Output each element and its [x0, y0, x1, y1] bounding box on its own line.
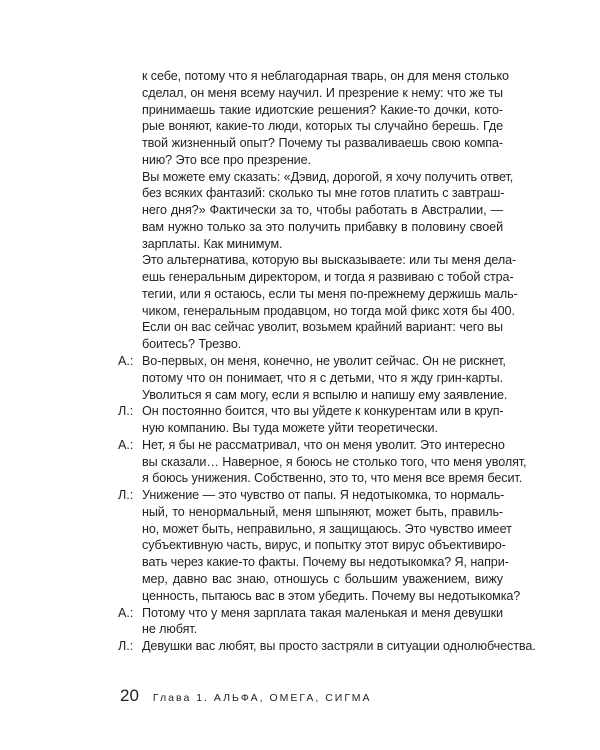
text-line: я боюсь унижения. Собственно, это то, что меня все время бесит.	[142, 471, 523, 486]
text-line: рые воняют, какие-то люди, которых ты случайно берешь. Где	[142, 119, 503, 134]
text-line: тегии, или я остаюсь, если ты меня по-прежнему держишь маль-	[142, 286, 518, 301]
text-line: вать через какие-то факты. Почему вы недотыкомка? Я, напри-	[142, 555, 509, 570]
text-line: Потому что у меня зарплата такая маленькая и меня девушки	[142, 605, 503, 620]
text-line: Во-первых, он меня, конечно, не уволит сейчас. Он не рискнет,	[142, 354, 506, 369]
text-line: Нет, я бы не рассматривал, что он меня уволит. Это интересно	[142, 437, 505, 452]
text-line: не любят.	[142, 622, 197, 637]
text-line: Если он вас сейчас уволит, возьмем крайний вариант: чего вы	[142, 320, 503, 335]
text-line: Девушки вас любят, вы просто застряли в ситуации однолюбчества.	[142, 639, 536, 654]
text-line: субъективную часть, вирус, и попытку этот вирус объективиро-	[142, 538, 506, 553]
text-line: Уволиться я сам могу, если я вспылю и напишу ему заявление.	[142, 387, 508, 402]
text-line: Унижение — это чувство от папы. Я недотыкомка, то нормаль-	[142, 488, 505, 503]
text-line: Он постоянно боится, что вы уйдете к конкурентам или в круп-	[142, 404, 504, 419]
text-line: чиком, генеральным продавцом, но тогда мой фикс хотя бы 400.	[142, 303, 515, 318]
text-line: сделал, он меня всему научил. И презрение к нему: что же ты	[142, 85, 503, 100]
text-line: твой жизненный опыт? Почему ты разваливаешь свою компа-	[142, 136, 503, 151]
text-line: без всяких фантазий: сколько ты мне готов платить с завтраш-	[142, 186, 505, 201]
text-line: вы сказали… Наверное, я боюсь не столько того, что меня уволят,	[142, 454, 527, 469]
dialogue-paragraph	[118, 487, 521, 604]
speaker-label: А.:	[118, 605, 134, 620]
page-number: 20	[120, 686, 139, 705]
text-line: ценность, пытаюсь вас в этом убедить. Почему вы недотыкомка?	[142, 588, 521, 603]
text-line: ную компанию. Вы туда можете уйти теоретически.	[142, 421, 438, 436]
text-line: к себе, потому что я неблагодарная тварь, он для меня столько	[142, 69, 509, 83]
text-line: нию? Это все про презрение.	[142, 152, 311, 167]
dialogue-paragraph	[118, 605, 503, 639]
paragraph	[142, 169, 514, 253]
text-line: вам нужно только за это получить прибавку в половину своей	[142, 219, 503, 234]
body-text	[118, 68, 536, 655]
running-head: Глава 1. АЛЬФА, ОМЕГА, СИГМА	[152, 692, 372, 704]
text-line: ный, то ненормальный, меня шпыняют, может быть, правиль-	[142, 504, 503, 519]
paragraph	[142, 319, 503, 353]
paragraph	[142, 68, 509, 169]
speaker-label: Л.:	[118, 488, 134, 503]
paragraph	[142, 252, 518, 319]
dialogue-paragraph	[118, 638, 536, 655]
text-line: зарплаты. Как минимум.	[142, 236, 283, 251]
text-line: потому что он понимает, что я с детьми, что я жду грин-карты.	[142, 370, 503, 385]
text-line: него дня?» Фактически за то, чтобы работать в Австралии, —	[142, 203, 503, 218]
text-line: Вы можете ему сказать: «Дэвид, дорогой, я хочу получить ответ,	[142, 169, 514, 184]
speaker-label: Л.:	[118, 639, 134, 654]
speaker-label: А.:	[118, 437, 134, 452]
text-line: мер, давно вас знаю, отношусь с большим уважением, вижу	[142, 571, 503, 586]
speaker-label: А.:	[118, 354, 134, 369]
text-line: принимаешь такие идиотские решения? Какие-то дочки, кото-	[142, 102, 503, 117]
text-line: но, может быть, неправильно, я защищаюсь. Это чувство имеет	[142, 521, 512, 536]
text-line: боитесь? Трезво.	[142, 337, 242, 352]
dialogue-paragraph	[118, 353, 508, 403]
page-footer	[120, 686, 372, 706]
dialogue-paragraph	[118, 403, 504, 437]
speaker-label: Л.:	[118, 404, 134, 419]
text-line: ешь генеральным директором, и тогда я развиваю с тобой стра-	[142, 270, 514, 285]
text-line: Это альтернатива, которую вы высказываете: или ты меня дела-	[142, 253, 517, 268]
dialogue-paragraph	[118, 437, 527, 487]
